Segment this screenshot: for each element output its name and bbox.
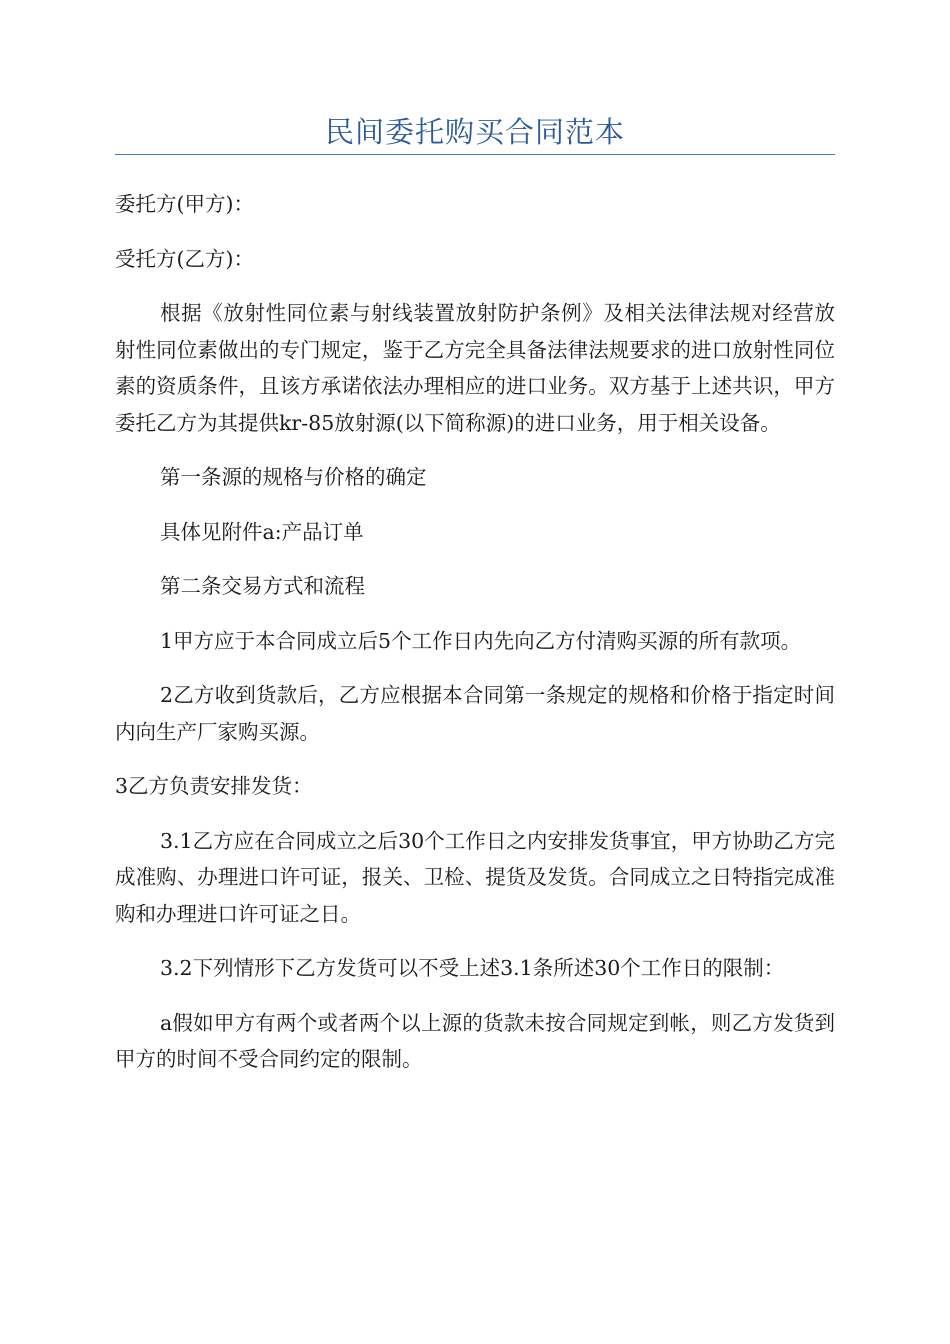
party-a-line: 委托方(甲方)： (115, 192, 254, 216)
title-underline (115, 154, 835, 155)
article-2-heading: 第二条交易方式和流程 (160, 574, 365, 598)
clause-3-2-a: a假如甲方有两个或者两个以上源的货款未按合同规定到帐，则乙方发货到甲方的时间不受合同约定的限制。 (115, 1010, 835, 1071)
article-1-heading: 第一条源的规格与价格的确定 (160, 465, 427, 489)
clause-1: 1甲方应于本合同成立后5个工作日内先向乙方付清购买源的所有款项。 (160, 628, 802, 653)
article-1-detail: 具体见附件a:产品订单 (160, 519, 364, 544)
clause-3-1: 3.1乙方应在合同成立之后30个工作日之内安排发货事宜，甲方协助乙方完成准购、办理进口许可证，报关、卫检、提货及发货。合同成立之日特指完成准购和办理进口许可证之日。 (115, 828, 835, 926)
clause-2: 2乙方收到货款后，乙方应根据本合同第一条规定的规格和价格于指定时间内向生产厂家购买源。 (115, 683, 835, 744)
document-title: 民间委托购买合同范本 (324, 115, 625, 149)
clause-3-2: 3.2下列情形下乙方发货可以不受上述3.1条所述30个工作日的限制： (160, 956, 785, 980)
preamble-paragraph: 根据《放射性同位素与射线装置放射防护条例》及相关法律法规对经营放射性同位素做出的专门规定，鉴于乙方完全具备法律法规要求的进口放射性同位素的资质条件，且该方承诺依法办理相应的进口业务。双方基于上述共识，甲方委托乙方为其提供kr-85放射源(以下简称源)的进口业务，用于相关设备。 (115, 301, 835, 435)
document-body (115, 168, 835, 1078)
party-b-line: 受托方(乙方)： (115, 246, 254, 271)
clause-3: 3乙方负责安排发货： (115, 774, 313, 798)
